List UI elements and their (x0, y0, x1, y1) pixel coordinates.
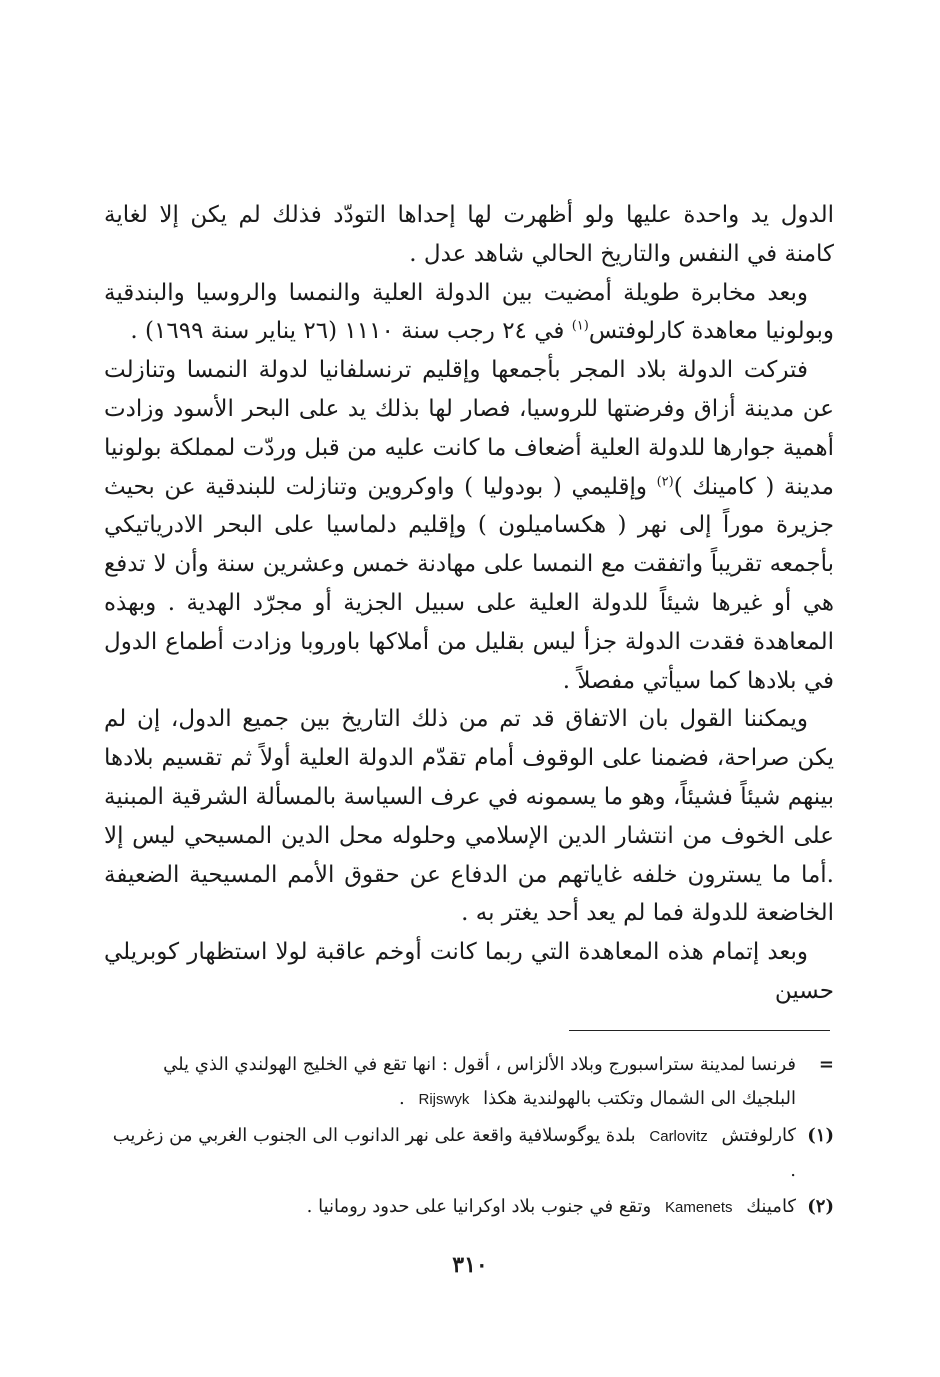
paragraph-1: الدول يد واحدة عليها ولو أظهرت لها إحداها التودّد فذلك لم يكن إلا لغاية كامنة في النفس والتاريخ الحالي شاهد عدل . (104, 202, 834, 267)
page-number: ٣١٠ (452, 1252, 488, 1278)
footnote-2-text: وتقع في جنوب بلاد اوكرانيا على حدود رومانيا . (306, 1196, 652, 1217)
footnote-divider (569, 1030, 830, 1031)
footnotes (104, 1048, 834, 1227)
footnote-1 (104, 1119, 834, 1188)
paragraph-2-text: وبعد مخابرة طويلة أمضيت بين الدولة العلية والنمسا والروسيا والبندقية وبولونيا معاهدة كارلوفتس (104, 279, 834, 345)
page-body (104, 196, 834, 1011)
main-text (104, 196, 834, 1011)
footnote-1-text: بلدة يوگوسلافية واقعة على نهر الدانوب الى الجنوب الغربي من زغريب . (112, 1125, 796, 1181)
footnote-ref-1: (١) (571, 318, 589, 334)
paragraph-5: وبعد إتمام هذه المعاهدة التي ربما كانت أوخم عاقبة لولا استظهار كوبريلي حسين (104, 939, 834, 1004)
footnote-1-marker: (١) (807, 1125, 834, 1146)
paragraph-2 (104, 274, 834, 352)
footnote-continued (104, 1048, 834, 1117)
footnote-1-latin: Carlovitz (649, 1128, 708, 1145)
footnote-2-marker: (٢) (807, 1196, 834, 1217)
footnote-continued-latin: Rijswyk (418, 1091, 470, 1108)
footnote-2-prefix: كامينك (746, 1196, 796, 1217)
paragraph-2-date: في ٢٤ رجب سنة ١١١٠ (٢٦ يناير سنة ١٦٩٩) . (130, 318, 565, 345)
footnote-2-latin: Kamenets (664, 1199, 733, 1216)
footnote-1-prefix: كارلوفتش (721, 1125, 796, 1146)
footnote-continued-marker: = (818, 1054, 834, 1075)
footnote-continued-end: . (399, 1088, 405, 1109)
paragraph-4: ويمكننا القول بان الاتفاق قد تم من ذلك التاريخ بين جميع الدول، إن لم يكن صراحة، فضمنا على الوقوف أمام تقدّم الدولة العلية أولاً ثم تقسيم بلادها بينهم شيئاً فشيئاً، وهو ما يسمونه في عرف السياسة بالمسألة الشرقية المبنية على الخوف من انتشار الدين الإسلامي وحلوله محل الدين المسيحي ليس إلا .أما ما يسترون خلفه غاياتهم من الدفاع عن حقوق الأمم المسيحية الضعيفة الخاضعة للدولة فما لم يعد أحد يغتر به . (104, 706, 834, 927)
paragraph-3-tail: وإقليمي ( بودوليا ) واوكروين وتنازلت للبندقية عن بحيث جزيرة موراً إلى نهر ( هكساميلون ) وإقليم دلماسيا على البحر الادرياتيكي بأجمعه تقريباً واتفقت مع النمسا على مهادنة خمس وعشرين سنة وأن لا تدفع هي أو غيرها شيئاً للدولة العلية على سبيل الجزية أو مجرّد الهدية . وبهذه المعاهدة فقدت الدولة جزأ ليس بقليل من أملاكها باوروبا وزادت أطماع الدول في بلادها كما سيأتي مفصلاً . (104, 473, 834, 694)
footnote-ref-2: (٢) (656, 473, 674, 489)
paragraph-3-text: فتركت الدولة بلاد المجر بأجمعها وإقليم ترنسلفانيا لدولة النمسا وتنازلت عن مدينة أزاق وفرضتها للروسيا، فصار لها بذلك يد على البحر الأسود وزادت أهمية جوارها للدولة العلية أضعاف ما كانت عليه من قبل وردّت لمملكة بولونيا مدينة ( كامينك ) (104, 357, 834, 500)
paragraph-3 (104, 351, 834, 700)
footnote-2 (104, 1190, 834, 1225)
footnote-continued-text: فرنسا لمدينة ستراسبورج وبلاد الألزاس ، أقول : انها تقع في الخليج الهولندي الذي يلي البلجيك الى الشمال وتكتب بالهولندية هكذا (163, 1054, 796, 1109)
